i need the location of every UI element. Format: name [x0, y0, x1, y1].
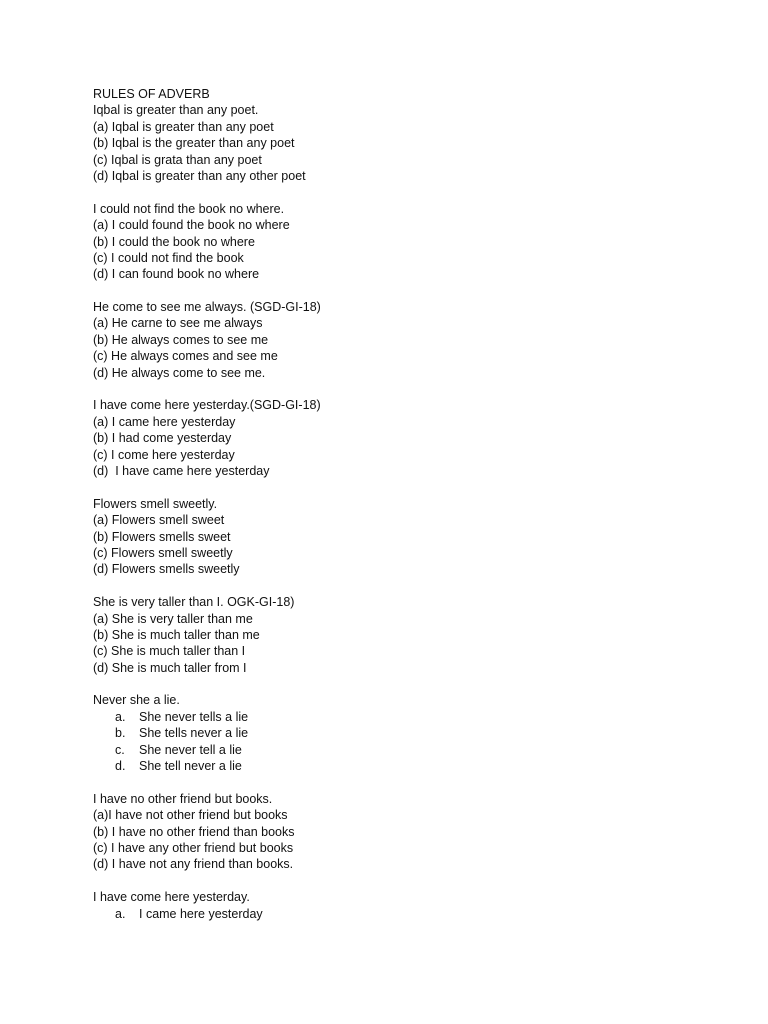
question-block: [93, 594, 693, 676]
option-a: (a)I have not other friend but books: [93, 808, 288, 823]
list-text: She never tells a lie: [139, 709, 249, 724]
question-block: [93, 496, 693, 578]
question-prompt: I have come here yesterday.: [93, 890, 250, 905]
option-a: (a) She is very taller than me: [93, 611, 253, 626]
option-d: (d) Flowers smells sweetly: [93, 562, 240, 577]
spacer: [93, 283, 693, 299]
question-prompt: I have no other friend but books.: [93, 791, 273, 806]
option-c: (c) She is much taller than I: [93, 644, 246, 659]
question-block: [93, 201, 693, 283]
list-marker: a.: [115, 906, 126, 921]
question-block: [93, 299, 693, 381]
option-b: (b) I have no other friend than books: [93, 824, 295, 839]
list-option-a: [93, 906, 693, 922]
list-option-a: [93, 709, 693, 725]
document-title: RULES OF ADVERB: [93, 87, 210, 101]
option-b: (b) Flowers smells sweet: [93, 529, 231, 544]
question-prompt: She is very taller than I. OGK-GI-18): [93, 595, 295, 610]
spacer: [93, 578, 693, 594]
spacer: [93, 479, 693, 495]
spacer: [93, 873, 693, 889]
option-d: (d) She is much taller from I: [93, 660, 247, 675]
option-a: (a) Iqbal is greater than any poet: [93, 119, 274, 134]
question-block: [93, 889, 693, 922]
option-b: (b) I had come yesterday: [93, 431, 232, 446]
option-c: (c) Flowers smell sweetly: [93, 545, 233, 560]
list-option-c: [93, 742, 693, 758]
question-prompt: Never she a lie.: [93, 693, 180, 708]
question-prompt: I have come here yesterday.(SGD-GI-18): [93, 398, 321, 413]
option-a: (a) Flowers smell sweet: [93, 513, 225, 528]
option-b: (b) Iqbal is the greater than any poet: [93, 136, 295, 151]
option-c: (c) I come here yesterday: [93, 447, 235, 462]
option-c: (c) Iqbal is grata than any poet: [93, 152, 262, 167]
question-block: [93, 397, 693, 479]
option-c: (c) I could not find the book: [93, 250, 244, 265]
list-option-b: [93, 725, 693, 741]
list-marker: d.: [115, 759, 126, 774]
list-marker: b.: [115, 726, 126, 741]
list-marker: c.: [115, 742, 125, 757]
option-d: (d) I have not any friend than books.: [93, 857, 294, 872]
option-b: (b) I could the book no where: [93, 234, 255, 249]
option-d: (d) He always come to see me.: [93, 365, 266, 380]
list-marker: a.: [115, 709, 126, 724]
spacer: [93, 676, 693, 692]
list-text: I came here yesterday: [139, 906, 263, 921]
document-body: [93, 86, 693, 922]
question-block: [93, 102, 693, 184]
question-prompt: Iqbal is greater than any poet.: [93, 103, 259, 118]
question-prompt: He come to see me always. (SGD-GI-18): [93, 300, 321, 315]
spacer: [93, 184, 693, 200]
spacer: [93, 774, 693, 790]
option-a: (a) He carne to see me always: [93, 316, 263, 331]
option-d: (d) I can found book no where: [93, 267, 260, 282]
spacer: [93, 381, 693, 397]
option-a: (a) I came here yesterday: [93, 414, 236, 429]
question-block: [93, 791, 693, 873]
question-prompt: Flowers smell sweetly.: [93, 496, 218, 511]
question-block: [93, 692, 693, 774]
list-text: She tell never a lie: [139, 759, 242, 774]
option-c: (c) I have any other friend but books: [93, 840, 294, 855]
option-a: (a) I could found the book no where: [93, 218, 290, 233]
option-d: (d) Iqbal is greater than any other poet: [93, 168, 306, 183]
option-b: (b) He always comes to see me: [93, 332, 269, 347]
option-c: (c) He always comes and see me: [93, 349, 278, 364]
list-text: She tells never a lie: [139, 726, 249, 741]
question-prompt: I could not find the book no where.: [93, 201, 285, 216]
option-b: (b) She is much taller than me: [93, 627, 260, 642]
list-option-d: [93, 758, 693, 774]
option-d: (d) I have came here yesterday: [93, 463, 270, 478]
list-text: She never tell a lie: [139, 742, 242, 757]
